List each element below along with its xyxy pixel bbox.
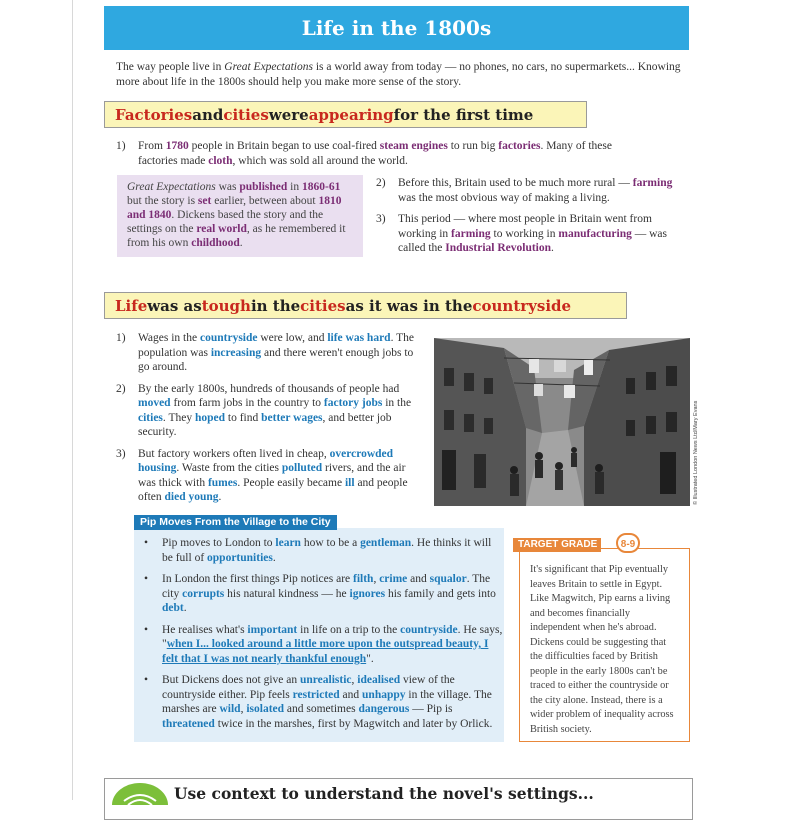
life-tough-points: 1) Wages in the countryside were low, and life was hard. The population was increasing and there weren't enough jobs to go around. 2) By the early 1800s, hundreds of thousands of people had moved from farm jobs in the country to factory jobs in the cities. They hoped to find better wages, and better job security. 3) But factory workers often lived in cheap, overcrowded housing. Waste from the cities polluted rivers, and the air was thick with fumes. People easily became ill and people often died young.: [116, 332, 414, 503]
victorian-street-illustration: [434, 338, 690, 506]
factories-points-2-3: 2) Before this, Britain used to be much more rural — farming was the most obvious way of making a living. 3) This period — where most people in Britain went from working in farming to working in manufacturing — was called the Industrial Revolution.: [376, 177, 673, 254]
pip-moves-label: Pip Moves From the Village to the City: [134, 515, 337, 530]
target-grade-label: TARGET GRADE: [513, 538, 601, 552]
factories-point-1: 1) From 1780 people in Britain began to use coal-fired steam engines to run big factories. Many of these factories made cloth, which was sold all around the world.: [116, 140, 612, 167]
photo-credit: © Illustrated London News Ltd/Mary Evans: [693, 400, 699, 505]
publication-note: Great Expectations was published in 1860-61 but the story is set earlier, between about 1810 and 1840. Dickens based the story and the settings on the real world, as he remembered it from his own childhood.: [117, 175, 363, 257]
page-margin-line: [72, 0, 73, 800]
page-title: Life in the 1800s: [104, 6, 689, 50]
bottom-summary-title: Use context to understand the novel's settings...: [174, 784, 594, 803]
book-icon: [110, 781, 170, 805]
section-header-life-tough: Life was as tough in the cities as it was in the countryside: [104, 292, 627, 319]
target-grade-badge: 8-9: [616, 533, 640, 553]
target-grade-box: It's significant that Pip eventually leaves Britain to settle in Egypt. Like Magwitch, Pip earns a living and becomes financially independent when he's abroad. Dickens could be suggesting that the difficulties faced by British people in the early 1800s can't be traced to either the countryside or the city alone. Instead, there is a wider problem of inequality across British society.: [519, 548, 690, 742]
intro-paragraph: The way people live in Great Expectations is a world away from today — no phones, no cars, no supermarkets... Knowing more about life in the 1800s should help you make more sense of the story.: [116, 61, 681, 88]
section-header-factories: Factories and cities were appearing for the first time: [104, 101, 587, 128]
pip-moves-bullets: • Pip moves to London to learn how to be a gentleman. He thinks it will be full of opportunities. • In London the first things Pip notices are filth, crime and squalor. The city corrupts his natural kindness — he ignores his family and gets into debt. • He realises what's important in life on a trip to the countryside. He says, "when I... looked around a little more upon the outspread beauty, I felt that I was not nearly thankful enough". • But Dickens does not give an unrealistic, idealised view of the countryside either. Pip feels restricted and unhappy in the village. The marshes are wild, isolated and sometimes dangerous — Pip is threatened twice in the marshes, first by Magwitch and later by Orlick.: [144, 537, 503, 730]
